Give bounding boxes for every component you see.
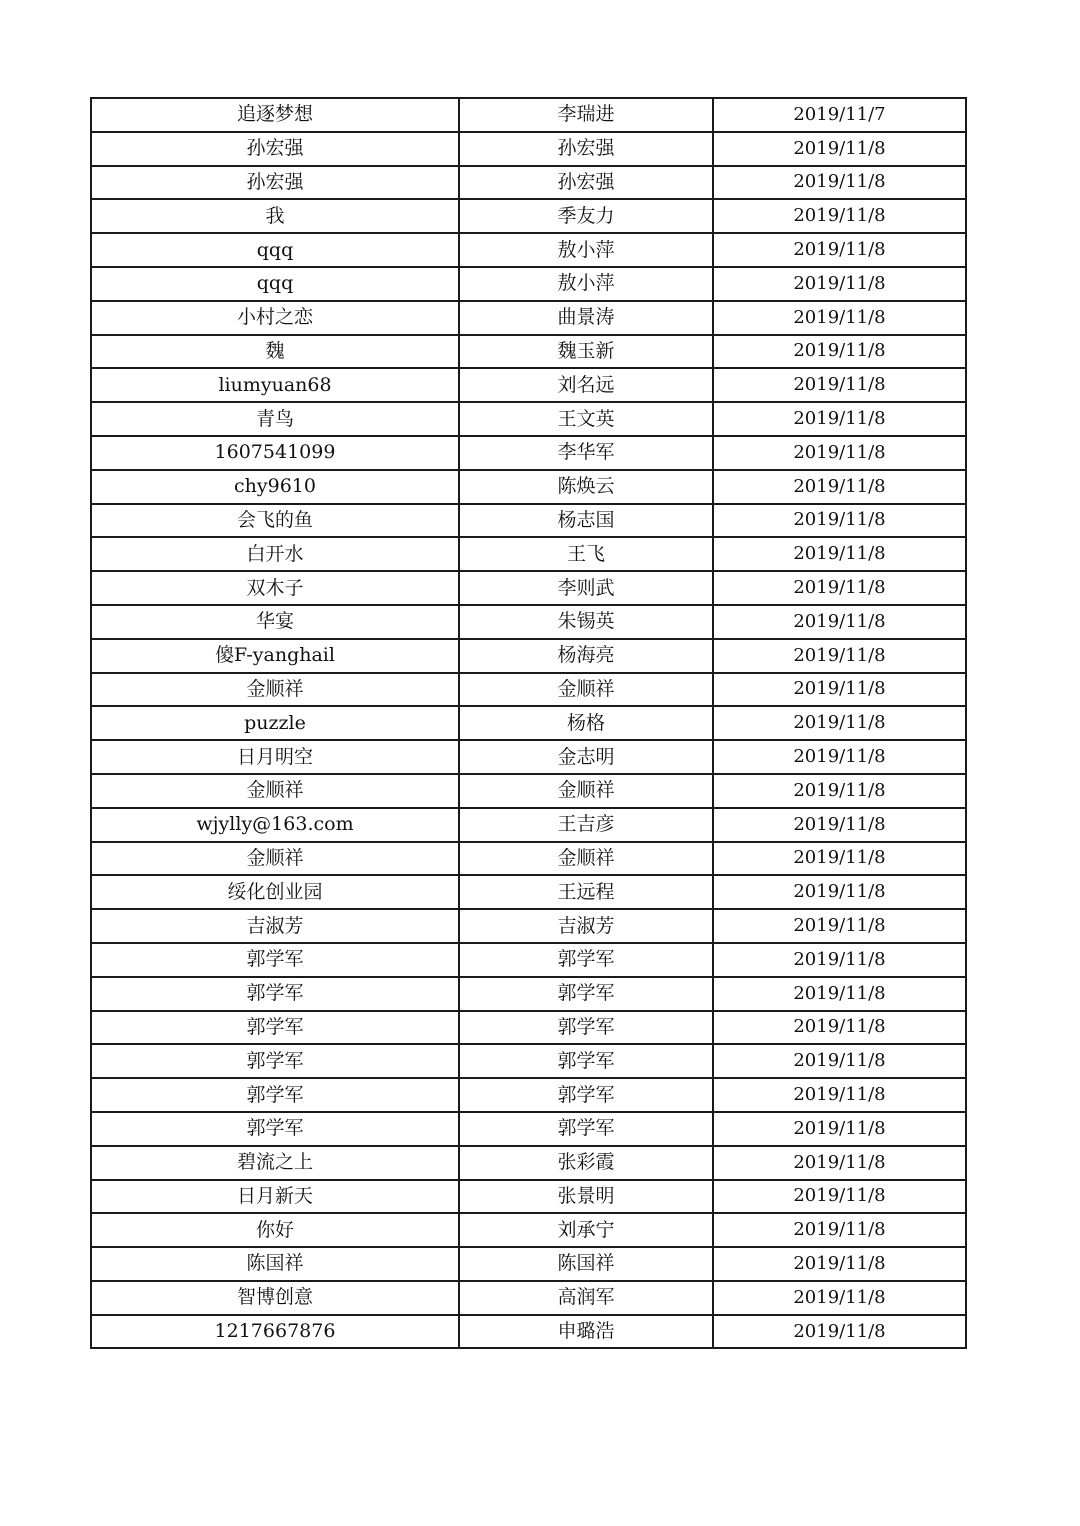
date-cell: 2019/11/8: [713, 301, 966, 335]
name-cell: 张彩霞: [459, 1146, 713, 1180]
nickname-cell: 郭学军: [91, 977, 459, 1011]
table-row: [91, 571, 966, 605]
table-row: [91, 1180, 966, 1214]
date-cell: 2019/11/7: [713, 98, 966, 132]
nickname-cell: 日月新天: [91, 1180, 459, 1214]
table-row: [91, 301, 966, 335]
date-cell: 2019/11/8: [713, 673, 966, 707]
date-cell: 2019/11/8: [713, 1044, 966, 1078]
table-row: [91, 909, 966, 943]
name-cell: 高润军: [459, 1281, 713, 1315]
nickname-cell: 金顺祥: [91, 842, 459, 876]
name-cell: 魏玉新: [459, 335, 713, 369]
name-cell: 李华军: [459, 436, 713, 470]
nickname-cell: 你好: [91, 1213, 459, 1247]
nickname-cell: 智博创意: [91, 1281, 459, 1315]
date-cell: 2019/11/8: [713, 1247, 966, 1281]
table-row: [91, 605, 966, 639]
date-cell: 2019/11/8: [713, 842, 966, 876]
nickname-cell: 郭学军: [91, 1011, 459, 1045]
date-cell: 2019/11/8: [713, 132, 966, 166]
table-row: [91, 1078, 966, 1112]
name-cell: 郭学军: [459, 977, 713, 1011]
table-row: [91, 943, 966, 977]
name-cell: 王吉彦: [459, 808, 713, 842]
nickname-cell: 陈国祥: [91, 1247, 459, 1281]
date-cell: 2019/11/8: [713, 605, 966, 639]
name-cell: 金志明: [459, 740, 713, 774]
name-cell: 王远程: [459, 875, 713, 909]
nickname-cell: 追逐梦想: [91, 98, 459, 132]
table-row: [91, 842, 966, 876]
table-row: [91, 1011, 966, 1045]
table-row: [91, 98, 966, 132]
name-cell: 季友力: [459, 199, 713, 233]
nickname-cell: 我: [91, 199, 459, 233]
table-row: [91, 673, 966, 707]
date-cell: 2019/11/8: [713, 402, 966, 436]
table-row: [91, 537, 966, 571]
nickname-cell: 白开水: [91, 537, 459, 571]
records-table-body: [91, 98, 966, 1348]
table-row: [91, 1315, 966, 1349]
name-cell: 陈焕云: [459, 470, 713, 504]
name-cell: 陈国祥: [459, 1247, 713, 1281]
records-table: [90, 97, 967, 1349]
date-cell: 2019/11/8: [713, 504, 966, 538]
nickname-cell: 傻F-yanghail: [91, 639, 459, 673]
date-cell: 2019/11/8: [713, 571, 966, 605]
nickname-cell: 青鸟: [91, 402, 459, 436]
date-cell: 2019/11/8: [713, 1146, 966, 1180]
date-cell: 2019/11/8: [713, 875, 966, 909]
nickname-cell: 会飞的鱼: [91, 504, 459, 538]
date-cell: 2019/11/8: [713, 808, 966, 842]
date-cell: 2019/11/8: [713, 740, 966, 774]
name-cell: 敖小萍: [459, 233, 713, 267]
nickname-cell: 金顺祥: [91, 774, 459, 808]
name-cell: 孙宏强: [459, 166, 713, 200]
nickname-cell: 日月明空: [91, 740, 459, 774]
nickname-cell: 郭学军: [91, 1044, 459, 1078]
date-cell: 2019/11/8: [713, 909, 966, 943]
table-row: [91, 740, 966, 774]
name-cell: 刘名远: [459, 368, 713, 402]
date-cell: 2019/11/8: [713, 368, 966, 402]
table-row: [91, 436, 966, 470]
date-cell: 2019/11/8: [713, 166, 966, 200]
name-cell: 杨志国: [459, 504, 713, 538]
table-row: [91, 639, 966, 673]
name-cell: 郭学军: [459, 1044, 713, 1078]
nickname-cell: 孙宏强: [91, 166, 459, 200]
date-cell: 2019/11/8: [713, 537, 966, 571]
table-row: [91, 1146, 966, 1180]
nickname-cell: 碧流之上: [91, 1146, 459, 1180]
date-cell: 2019/11/8: [713, 774, 966, 808]
nickname-cell: 1217667876: [91, 1315, 459, 1349]
date-cell: 2019/11/8: [713, 1315, 966, 1349]
table-row: [91, 267, 966, 301]
name-cell: 郭学军: [459, 943, 713, 977]
date-cell: 2019/11/8: [713, 199, 966, 233]
date-cell: 2019/11/8: [713, 233, 966, 267]
date-cell: 2019/11/8: [713, 1281, 966, 1315]
table-row: [91, 199, 966, 233]
name-cell: 孙宏强: [459, 132, 713, 166]
date-cell: 2019/11/8: [713, 267, 966, 301]
name-cell: 刘承宁: [459, 1213, 713, 1247]
table-row: [91, 166, 966, 200]
nickname-cell: 郭学军: [91, 1112, 459, 1146]
name-cell: 金顺祥: [459, 842, 713, 876]
name-cell: 敖小萍: [459, 267, 713, 301]
nickname-cell: 华宴: [91, 605, 459, 639]
date-cell: 2019/11/8: [713, 639, 966, 673]
name-cell: 郭学军: [459, 1078, 713, 1112]
name-cell: 曲景涛: [459, 301, 713, 335]
nickname-cell: 郭学军: [91, 1078, 459, 1112]
table-row: [91, 1213, 966, 1247]
table-row: [91, 1112, 966, 1146]
nickname-cell: qqq: [91, 267, 459, 301]
date-cell: 2019/11/8: [713, 1078, 966, 1112]
table-row: [91, 774, 966, 808]
name-cell: 金顺祥: [459, 774, 713, 808]
date-cell: 2019/11/8: [713, 977, 966, 1011]
name-cell: 吉淑芳: [459, 909, 713, 943]
nickname-cell: qqq: [91, 233, 459, 267]
table-row: [91, 706, 966, 740]
date-cell: 2019/11/8: [713, 706, 966, 740]
date-cell: 2019/11/8: [713, 1011, 966, 1045]
table-row: [91, 402, 966, 436]
nickname-cell: 绥化创业园: [91, 875, 459, 909]
name-cell: 申璐浩: [459, 1315, 713, 1349]
nickname-cell: 郭学军: [91, 943, 459, 977]
table-row: [91, 808, 966, 842]
table-row: [91, 875, 966, 909]
table-row: [91, 504, 966, 538]
nickname-cell: 吉淑芳: [91, 909, 459, 943]
name-cell: 金顺祥: [459, 673, 713, 707]
name-cell: 杨格: [459, 706, 713, 740]
nickname-cell: chy9610: [91, 470, 459, 504]
table-row: [91, 132, 966, 166]
nickname-cell: 双木子: [91, 571, 459, 605]
date-cell: 2019/11/8: [713, 1112, 966, 1146]
date-cell: 2019/11/8: [713, 335, 966, 369]
table-row: [91, 335, 966, 369]
date-cell: 2019/11/8: [713, 1180, 966, 1214]
date-cell: 2019/11/8: [713, 943, 966, 977]
nickname-cell: liumyuan68: [91, 368, 459, 402]
name-cell: 王文英: [459, 402, 713, 436]
table-row: [91, 470, 966, 504]
name-cell: 朱锡英: [459, 605, 713, 639]
nickname-cell: wjylly@163.com: [91, 808, 459, 842]
name-cell: 李瑞进: [459, 98, 713, 132]
date-cell: 2019/11/8: [713, 470, 966, 504]
name-cell: 郭学军: [459, 1011, 713, 1045]
nickname-cell: 小村之恋: [91, 301, 459, 335]
table-row: [91, 1044, 966, 1078]
table-row: [91, 1281, 966, 1315]
name-cell: 李则武: [459, 571, 713, 605]
table-row: [91, 368, 966, 402]
table-row: [91, 1247, 966, 1281]
nickname-cell: 1607541099: [91, 436, 459, 470]
table-row: [91, 977, 966, 1011]
nickname-cell: 孙宏强: [91, 132, 459, 166]
nickname-cell: 魏: [91, 335, 459, 369]
name-cell: 杨海亮: [459, 639, 713, 673]
date-cell: 2019/11/8: [713, 1213, 966, 1247]
name-cell: 郭学军: [459, 1112, 713, 1146]
name-cell: 王飞: [459, 537, 713, 571]
nickname-cell: 金顺祥: [91, 673, 459, 707]
nickname-cell: puzzle: [91, 706, 459, 740]
date-cell: 2019/11/8: [713, 436, 966, 470]
name-cell: 张景明: [459, 1180, 713, 1214]
table-row: [91, 233, 966, 267]
